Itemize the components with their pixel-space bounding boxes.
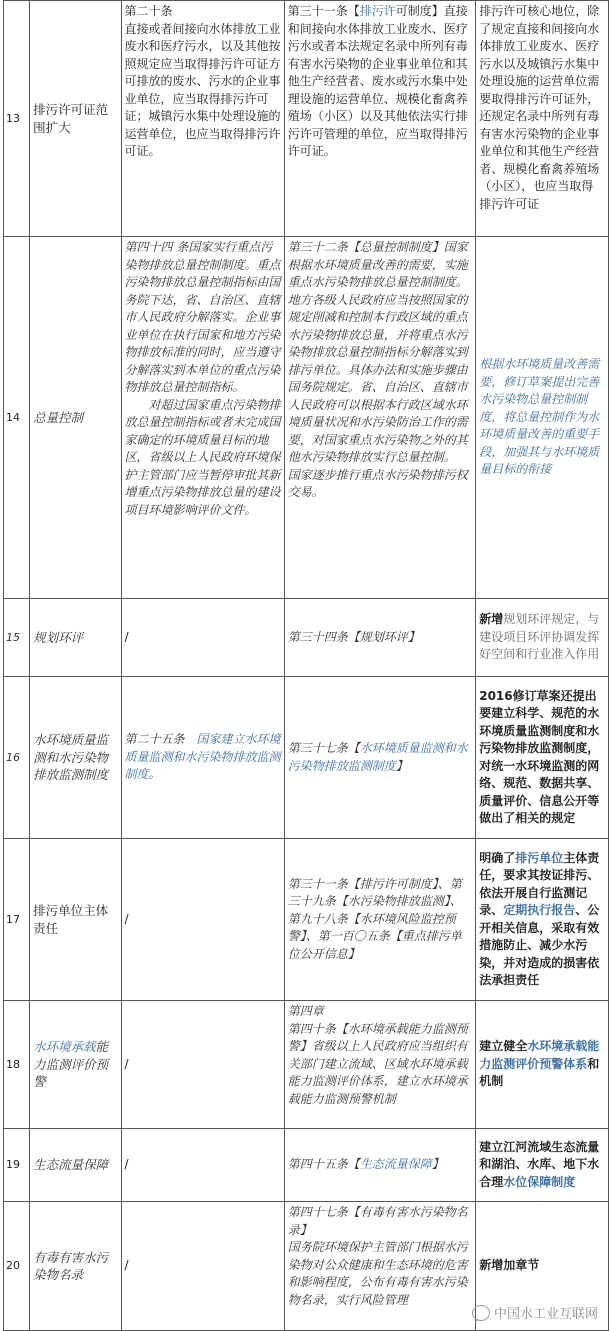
table-row bbox=[4, 237, 609, 599]
row-number: 13 bbox=[4, 1, 30, 237]
old-law-text: / bbox=[121, 599, 284, 677]
row-topic: 排污单位主体责任 bbox=[30, 839, 121, 1001]
table-row bbox=[4, 1001, 609, 1129]
row-topic: 有毒有害水污染物名录 bbox=[30, 1202, 121, 1331]
row-topic: 规划环评 bbox=[30, 599, 121, 677]
watermark-text: 中国水工业互联网 bbox=[493, 1307, 598, 1322]
row-number: 20 bbox=[4, 1202, 30, 1331]
note-text: 明确了排污单位主体责任，要求其按证排污、依法开展自行监测记录、定期执行报告、公开相关信息，采取有效措施防止、减少水污染，并对造成的损害依法承担责任 bbox=[476, 839, 609, 1001]
table-row bbox=[4, 1, 609, 237]
table-row bbox=[4, 677, 609, 839]
old-law-text: 第二十五条 国家建立水环境质量监测和水污染物排放监测制度。 bbox=[121, 677, 284, 839]
old-law-text: / bbox=[121, 1001, 284, 1129]
old-law-text: 第二十条 直接或者间接向水体排放工业废水和医疗污水，以及其他按照规定应当取得排污许可证方可排放的废水、污水的企业事业单位，应当取得排污许可证；城镇污水集中处理设施的运营单位，也应当取得排污许可证。 bbox=[121, 1, 284, 237]
note-text: 建立江河流域生态流量和湖泊、水库、地下水合理水位保障制度 bbox=[476, 1129, 609, 1202]
draft-text: 第三十七条【水环境质量监测和水污染物排放监测制度】 bbox=[284, 677, 476, 839]
draft-text: 第三十四条【规划环评】 bbox=[284, 599, 476, 677]
table-row bbox=[4, 599, 609, 677]
law-comparison-table bbox=[3, 0, 609, 1331]
row-number: 16 bbox=[4, 677, 30, 839]
draft-text: 第三十一条【排污许可制度】直接和间接向水体排放工业废水、医疗污水或者本法规定名录中所列有毒有害水污染物的企业事业单位和其他生产经营者、废水或污水集中处理设施的运营单位、规模化畜禽养殖场（小区）以及其他依法实行排污许可管理的单位，应当取得排污许可证。 bbox=[284, 1, 476, 237]
table-row bbox=[4, 839, 609, 1001]
note-text: 新增规划环评规定，与建设项目环评协调发挥好空间和行业准入作用 bbox=[476, 599, 609, 677]
row-topic: 总量控制 bbox=[30, 237, 121, 599]
row-number: 14 bbox=[4, 237, 30, 599]
draft-text: 第三十二条【总量控制制度】国家根据水环境质量改善的需要，实施重点水污染物排放总量控制制度。 地方各级人民政府应当按照国家的规定削减和控制本行政区域的重点水污染物排放总量，并将重点水污染物排放总量控制指标分解落实到排污单位。具体办法和实施步骤由国务院规定。省、自治区、直辖市人民政府可以根据本行政区域水环境质量状况和水污染防治工作的需要，对国家重点水污染物之外的其他水污染物排放实行总量控制。 国家逐步推行重点水污染物排污权交易。 bbox=[284, 237, 476, 599]
old-law-text: 第四十四 条国家实行重点污染物排放总量控制制度。重点污染物排放总量控制指标由国务院下达，省、自治区、直辖市人民政府分解落实。企业事业单位在执行国家和地方污染物排放标准的同时，应当遵守分解落实到本单位的重点污染物排放总量控制指标。 对超过国家重点污染物排放总量控制指标或者未完成国家确定的环境质量目标的地区，省级以上人民政府环境保护主管部门应当暂停审批其新增重点污染物排放总量的建设项目环境影响评价文件。 bbox=[121, 237, 284, 599]
draft-text: 第四十五条【生态流量保障】 bbox=[284, 1129, 476, 1202]
draft-text: 第四章 第四十条【水环境承载能力监测预警】省级以上人民政府应当组织有关部门建立流域、区域水环境承载能力监测评价体系，建立水环境承载能力监测预警机制 bbox=[284, 1001, 476, 1129]
note-text: 新增加章节 bbox=[476, 1202, 609, 1331]
note-text: 根据水环境质量改善需要，修订草案提出完善水污染物总量控制制度，将总量控制作为水环境质量改善的重要手段，加强其与水环境质量目标的衔接 bbox=[476, 237, 609, 599]
table-row bbox=[4, 1129, 609, 1202]
draft-text: 第四十七条【有毒有害水污染物名录】 国务院环境保护主管部门根据水污染物对公众健康和生态环境的危害和影响程度，公布有毒有害水污染物名录，实行风险管理 bbox=[284, 1202, 476, 1331]
row-topic: 排污许可证范围扩大 bbox=[30, 1, 121, 237]
row-topic: 水环境承载能力监测评价预警 bbox=[30, 1001, 121, 1129]
row-number: 15 bbox=[4, 599, 30, 677]
note-text: 建立健全水环境承载能力监测评价预警体系和机制 bbox=[476, 1001, 609, 1129]
old-law-text: / bbox=[121, 1129, 284, 1202]
row-topic: 生态流量保障 bbox=[30, 1129, 121, 1202]
old-law-text: / bbox=[121, 1202, 284, 1331]
draft-text: 第三十一条【排污许可制度】、第三十九条【水污染物排放监测】、第九十八条【水环境风险监控预警】、第一百〇五条【重点排污单位公开信息】 bbox=[284, 839, 476, 1001]
note-text: 2016修订草案还提出要建立科学、规范的水环境质量监测制度和水污染物排放监测制度，对统一水环境监测的网络、规范、数据共享、质量评价、信息公开等做出了相关的规定 bbox=[476, 677, 609, 839]
row-number: 17 bbox=[4, 839, 30, 1001]
chat-bubble-icon bbox=[472, 1305, 490, 1321]
note-text: 排污许可核心地位，除了规定直接和间接向水体排放工业废水、医疗污水以及城镇污水集中处理设施的运营单位需要取得排污许可证外，还规定名录中所列有毒有害水污染物的企业事业单位和其他生产经营者、规模化畜禽养殖场（小区），也应当取得排污许可证 bbox=[476, 1, 609, 237]
row-topic: 水环境质量监测和水污染物排放监测制度 bbox=[30, 677, 121, 839]
row-number: 18 bbox=[4, 1001, 30, 1129]
row-number: 19 bbox=[4, 1129, 30, 1202]
old-law-text: / bbox=[121, 839, 284, 1001]
watermark bbox=[472, 1303, 598, 1322]
